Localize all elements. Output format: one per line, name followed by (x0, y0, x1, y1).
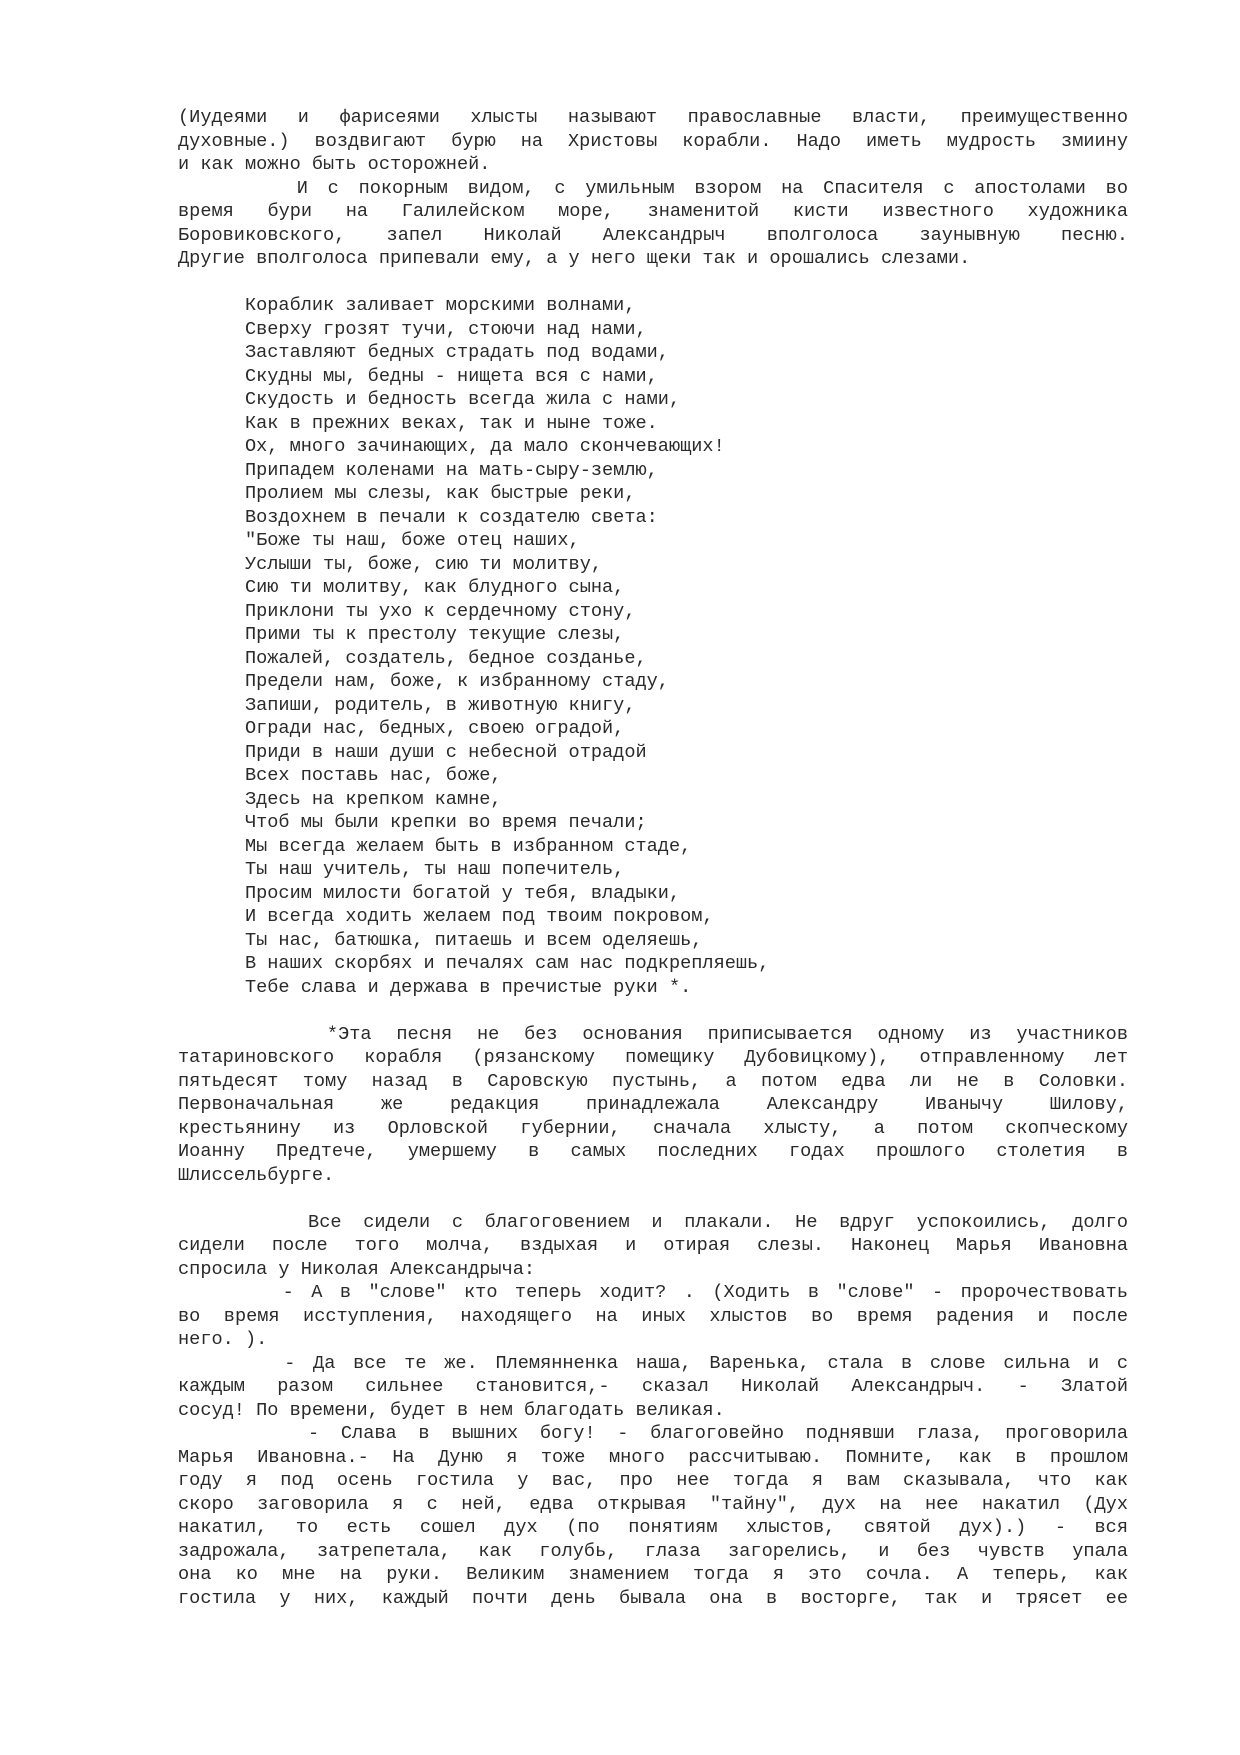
text-line-justified: - Да все те же. Племянненка наша, Варенька, стала в слове сильна и с (178, 1352, 1128, 1374)
text-line-justified: скоро заговорила я с ней, едва открывая "тайну", дух на нее накатил (Дух (178, 1493, 1128, 1515)
document-page (178, 106, 1128, 1610)
text-line: Сверху грозят тучи, стоючи над нами, (178, 318, 647, 340)
text-line-justified: во время исступления, находящего на иных хлыстов во время радения и после (178, 1305, 1128, 1327)
text-line: Припадем коленами на мать-сыру-землю, (178, 459, 658, 481)
text-line: Шлиссельбурге. (178, 1164, 335, 1186)
text-line: Как в прежних веках, так и ныне тоже. (178, 412, 658, 434)
text-line-justified: она ко мне на руки. Великим знамением тогда я это сочла. А теперь, как (178, 1564, 1128, 1585)
text-line-justified: татариновского корабля (рязанскому помещику Дубовицкому), отправленному лет (178, 1047, 1128, 1068)
text-line: Приди в наши души с небесной отрадой (178, 741, 647, 763)
text-line: Кораблик заливает морскими волнами, (178, 295, 636, 316)
text-line-justified: (Иудеями и фарисеями хлысты называют православные власти, преимущественно (178, 107, 1128, 128)
text-line: него. ). (178, 1329, 268, 1350)
text-line: В наших скорбях и печалях сам нас подкрепляешь, (178, 953, 770, 974)
text-line: Пролием мы слезы, как быстрые реки, (178, 483, 636, 504)
text-line: Ох, много зачинающих, да мало скончевающих! (178, 436, 725, 457)
text-line-justified: Марья Ивановна.- На Дуню я тоже много рассчитываю. Помните, как в прошлом (178, 1446, 1128, 1468)
text-line: Запиши, родитель, в животную книгу, (178, 694, 636, 716)
text-line-justified: накатил, то есть сошел дух (по понятиям хлыстов, святой дух).) - вся (178, 1517, 1128, 1538)
text-line-justified: духовные.) воздвигают бурю на Христовы корабли. Надо иметь мудрость змиину (178, 130, 1128, 152)
text-line-justified: крестьянину из Орловской губернии, сначала хлысту, а потом скопческому (178, 1117, 1128, 1139)
text-line-justified: - А в "слове" кто теперь ходит? . (Ходить в "слове" - пророчествовать (178, 1282, 1128, 1303)
text-line: Заставляют бедных страдать под водами, (178, 342, 669, 363)
text-line: Здесь на крепком камне, (178, 788, 502, 810)
text-line-justified: Иоанну Предтече, умершему в самых последних годах прошлого столетия в (178, 1141, 1128, 1162)
text-line: и как можно быть осторожней. (178, 154, 491, 175)
text-line: И всегда ходить желаем под твоим покровом, (178, 906, 714, 927)
text-line-justified: году я под осень гостила у вас, про нее тогда я вам сказывала, что как (178, 1470, 1128, 1491)
text-line: Ты наш учитель, ты наш попечитель, (178, 859, 625, 880)
text-line-justified: Первоначальная же редакция принадлежала Александру Иванычу Шилову, (178, 1094, 1128, 1115)
text-line: Воздохнем в печали к создателю света: (178, 506, 658, 528)
text-line: спросила у Николая Александрыча: (178, 1258, 536, 1280)
text-line: Мы всегда желаем быть в избранном стаде, (178, 835, 692, 857)
text-line: Приклони ты ухо к сердечному стону, (178, 600, 636, 622)
blank-line (178, 999, 1128, 1023)
text-line-justified: сидели после того молча, вздыхая и отирая слезы. Наконец Марья Ивановна (178, 1235, 1128, 1256)
text-line: Скудны мы, бедны - нищета вся с нами, (178, 365, 658, 387)
text-line: Скудость и бедность всегда жила с нами, (178, 389, 681, 410)
text-line: Предели нам, боже, к избранному стаду, (178, 671, 669, 692)
text-line: Просим милости богатой у тебя, владыки, (178, 882, 681, 904)
text-line: Прими ты к престолу текущие слезы, (178, 624, 625, 645)
text-line-justified: - Слава в вышних богу! - благоговейно поднявши глаза, проговорила (178, 1423, 1128, 1444)
text-line-justified: каждым разом сильнее становится,- сказал Николай Александрыч. - Златой (178, 1376, 1128, 1397)
text-line: Огради нас, бедных, своею оградой, (178, 718, 625, 739)
text-line-justified: время бури на Галилейском море, знаменитой кисти известного художника (178, 201, 1128, 222)
text-line: Сию ти молитву, как блудного сына, (178, 577, 625, 598)
text-line: сосуд! По времени, будет в нем благодать великая. (178, 1399, 725, 1421)
text-line: Всех поставь нас, боже, (178, 765, 502, 786)
text-line: Другие вполголоса припевали ему, а у него щеки так и орошались слезами. (178, 248, 971, 269)
text-line: "Боже ты наш, боже отец наших, (178, 530, 580, 551)
text-line-justified: Все сидели с благоговением и плакали. Не вдруг успокоились, долго (178, 1211, 1128, 1233)
text-line-justified: задрожала, затрепетала, как голубь, глаза загорелись, и без чувств упала (178, 1540, 1128, 1562)
text-line-justified: пятьдесят тому назад в Саровскую пустынь, а потом едва ли не в Соловки. (178, 1070, 1128, 1092)
blank-line (178, 1187, 1128, 1211)
text-line: Тебе слава и держава в пречистые руки *. (178, 976, 692, 998)
text-line: Услыши ты, боже, сию ти молитву, (178, 553, 603, 575)
text-line-justified: *Эта песня не без основания приписывается одному из участников (178, 1023, 1128, 1045)
blank-line (178, 271, 1128, 295)
text-line-justified: гостила у них, каждый почти день бывала она в восторге, так и трясет ее (178, 1587, 1128, 1609)
text-line-justified: Боровиковского, запел Николай Александрыч вполголоса заунывную песню. (178, 224, 1128, 246)
text-line: Пожалей, создатель, бедное созданье, (178, 647, 647, 669)
text-line: Ты нас, батюшка, питаешь и всем оделяешь, (178, 929, 703, 951)
text-line-justified: И с покорным видом, с умильным взором на Спасителя с апостолами во (178, 177, 1128, 199)
text-line: Чтоб мы были крепки во время печали; (178, 812, 647, 833)
